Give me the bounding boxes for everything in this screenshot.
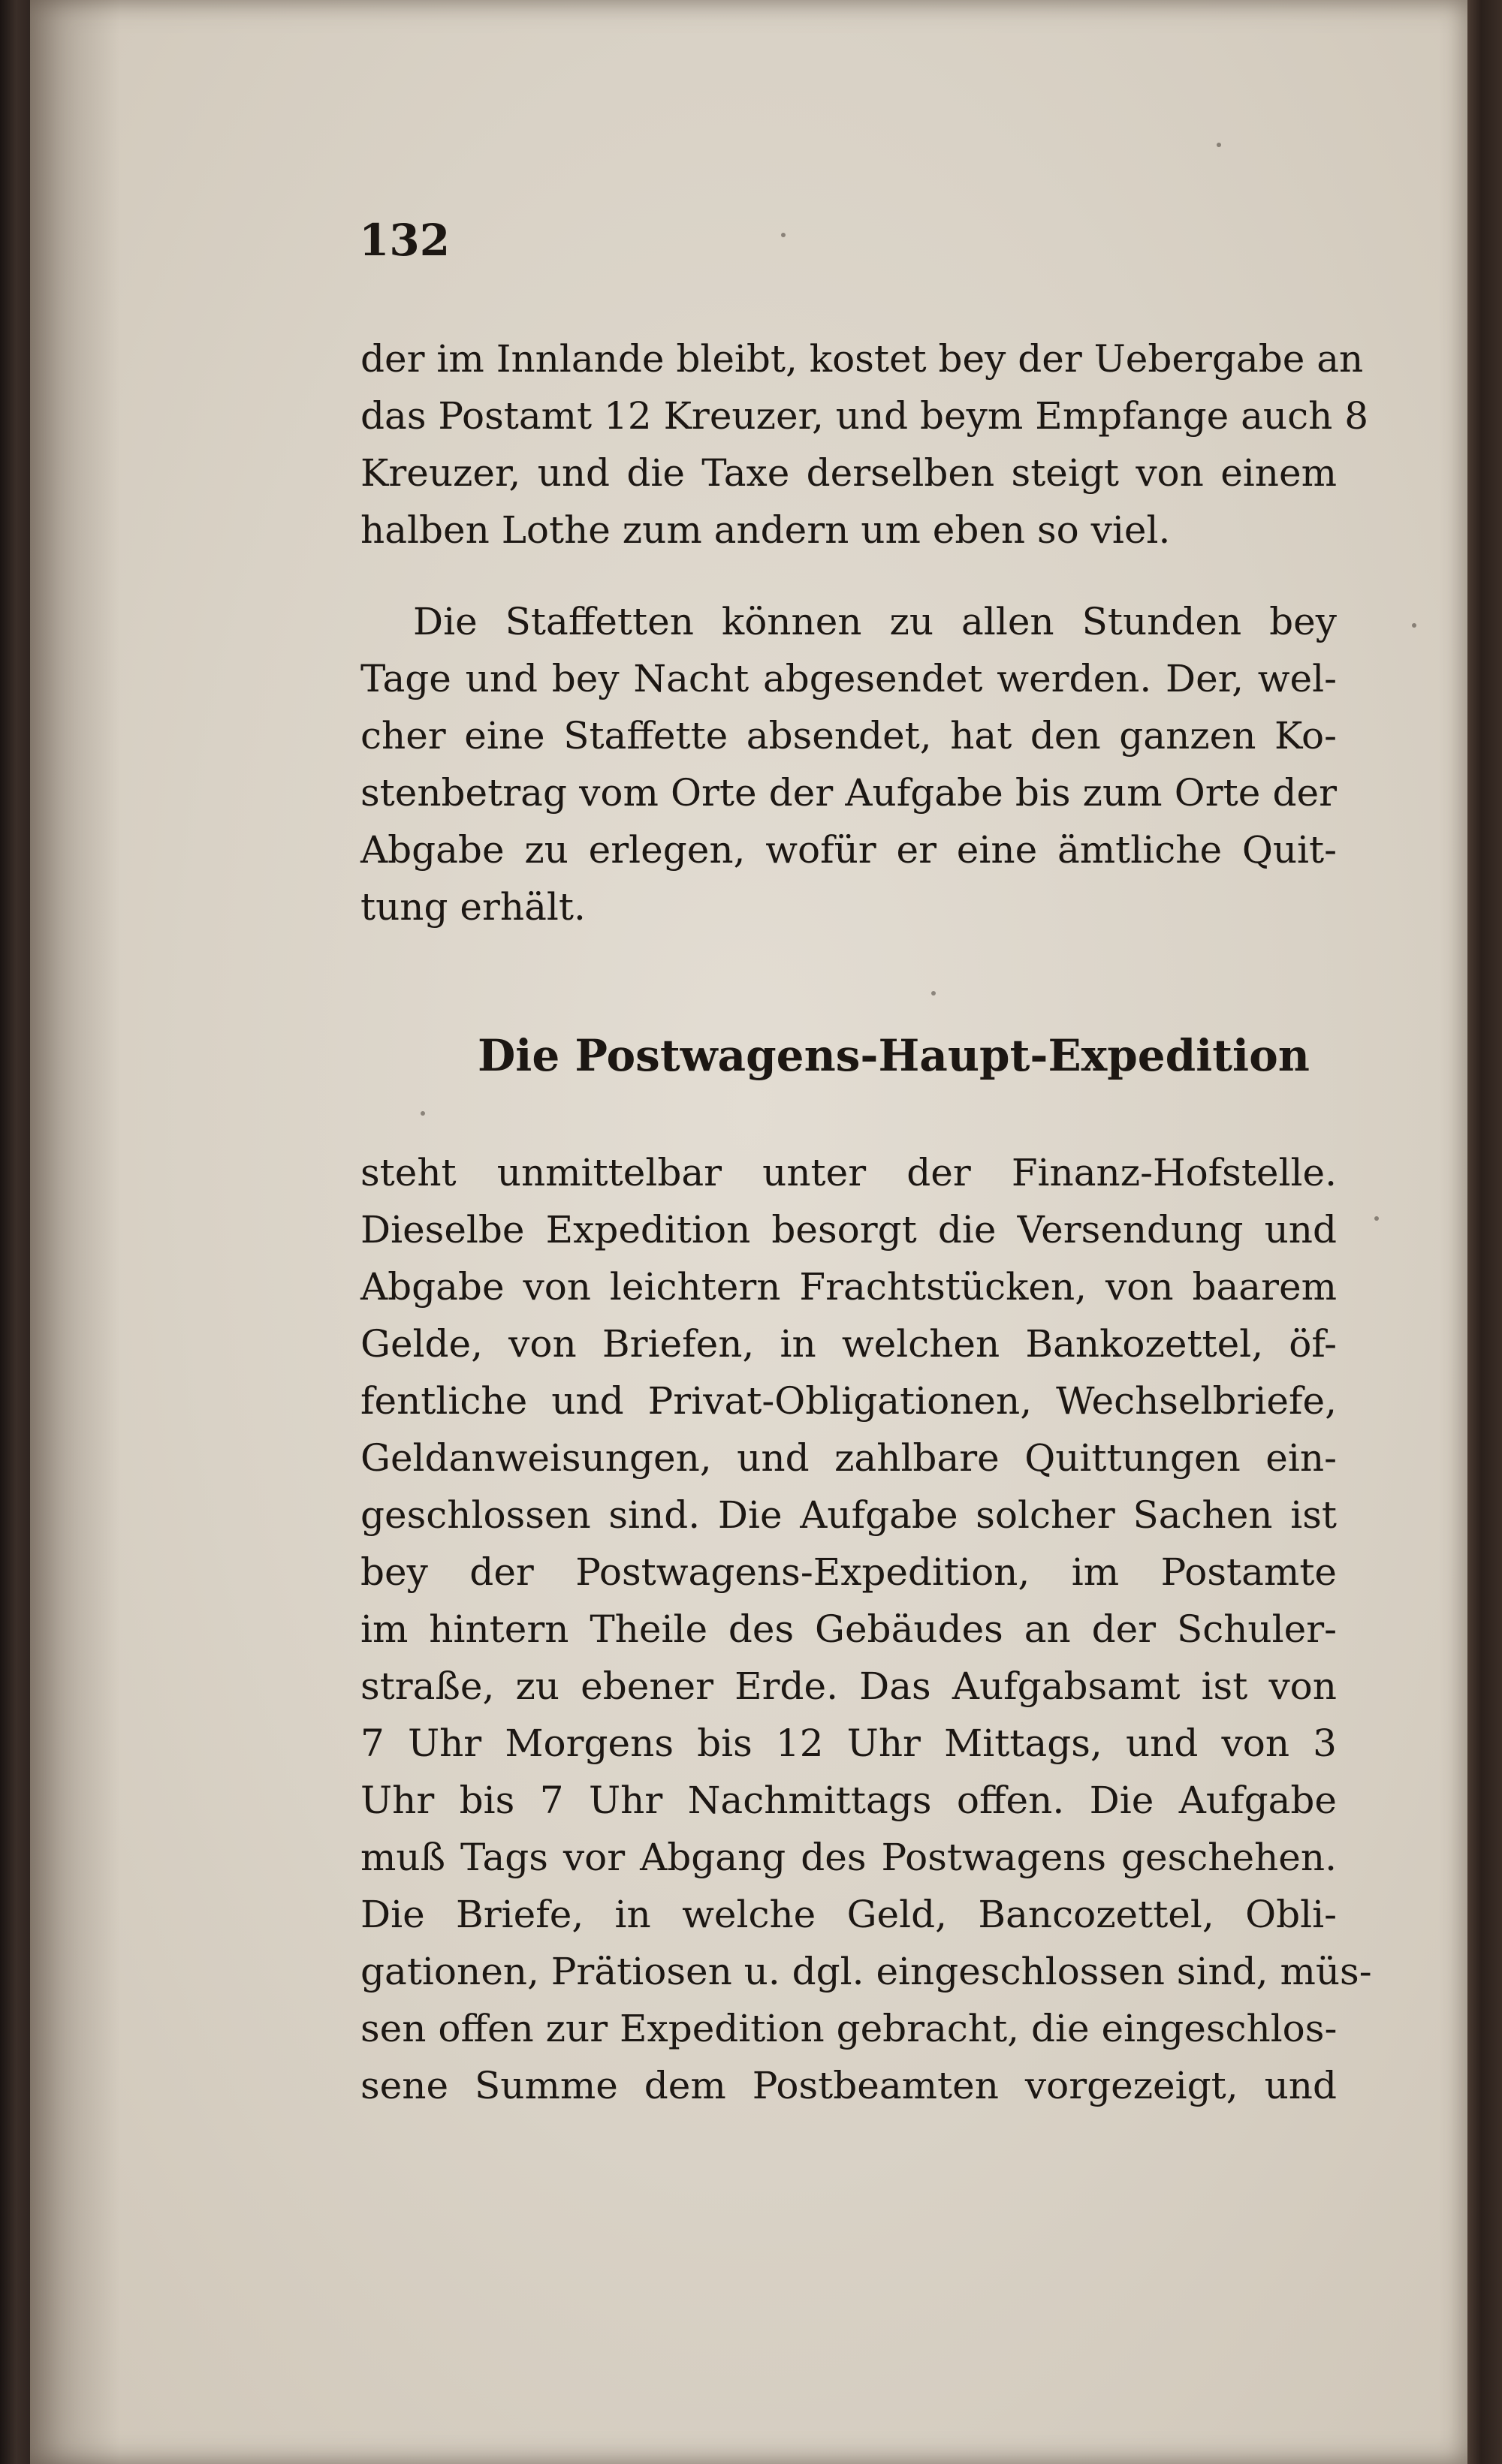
paragraph-3 — [360, 1144, 1372, 2114]
text-line: Kreuzer, und die Taxe derselben steigt von einem — [360, 451, 1337, 495]
text-line: bey der Postwagens-Expedition, im Postamte — [360, 1550, 1337, 1594]
text-line: sene Summe dem Postbeamten vorgezeigt, und — [360, 2064, 1337, 2107]
book-page — [30, 0, 1470, 2464]
text-line: muß Tags vor Abgang des Postwagens geschehen. — [360, 1836, 1337, 1879]
speck — [1374, 1216, 1379, 1221]
text-line: im hintern Theile des Gebäudes an der Schuler- — [360, 1607, 1337, 1651]
speck — [781, 233, 786, 237]
text-line: Uhr bis 7 Uhr Nachmittags offen. Die Aufgabe — [360, 1779, 1337, 1822]
speck — [1217, 143, 1221, 147]
text-line: Dieselbe Expedition besorgt die Versendung und — [360, 1208, 1337, 1252]
text-line: Geldanweisungen, und zahlbare Quittungen ein- — [360, 1436, 1337, 1480]
text-line: straße, zu ebener Erde. Das Aufgabsamt ist von — [360, 1664, 1337, 1708]
text-line: Die Briefe, in welche Geld, Bancozettel, Obli- — [360, 1893, 1337, 1936]
text-line: der im Innlande bleibt, kostet bey der Uebergabe an — [360, 337, 1364, 381]
text-line: gationen, Prätiosen u. dgl. eingeschlossen sind, müs- — [360, 1950, 1372, 1993]
text-line: steht unmittelbar unter der Finanz-Hofstelle. — [360, 1151, 1337, 1194]
gutter-shadow — [30, 0, 120, 2464]
text-line: Die Staffetten können zu allen Stunden bey — [413, 600, 1337, 643]
speck — [1412, 623, 1416, 628]
page-stack-edge — [1467, 0, 1502, 2464]
text-line: stenbetrag vom Orte der Aufgabe bis zum Orte der — [360, 771, 1337, 815]
text-line: sen offen zur Expedition gebracht, die eingeschlos- — [360, 2007, 1338, 2050]
paragraph-2 — [360, 593, 1337, 935]
page-number: 132 — [359, 215, 451, 266]
text-line: halben Lothe zum andern um eben so viel. — [360, 508, 1171, 552]
text-line: cher eine Staffette absendet, hat den ganzen Ko- — [360, 714, 1337, 758]
text-line: das Postamt 12 Kreuzer, und beym Empfange auch 8 — [360, 394, 1369, 438]
paragraph-1 — [360, 330, 1369, 559]
section-heading: Die Postwagens-Haupt-Expedition — [478, 1030, 1310, 1081]
text-line: 7 Uhr Morgens bis 12 Uhr Mittags, und von 3 — [360, 1721, 1337, 1765]
speck — [931, 991, 936, 996]
text-line: Gelde, von Briefen, in welchen Bankozettel, öf- — [360, 1322, 1337, 1366]
text-line: tung erhält. — [360, 885, 586, 929]
text-line: Tage und bey Nacht abgesendet werden. Der, wel- — [360, 657, 1337, 700]
speck — [421, 1111, 425, 1116]
text-line: Abgabe zu erlegen, wofür er eine ämtliche Quit- — [360, 828, 1337, 872]
text-line: geschlossen sind. Die Aufgabe solcher Sachen ist — [360, 1493, 1337, 1537]
text-line: Abgabe von leichtern Frachtstücken, von baarem — [360, 1265, 1337, 1309]
text-line: fentliche und Privat-Obligationen, Wechselbriefe, — [360, 1379, 1337, 1423]
